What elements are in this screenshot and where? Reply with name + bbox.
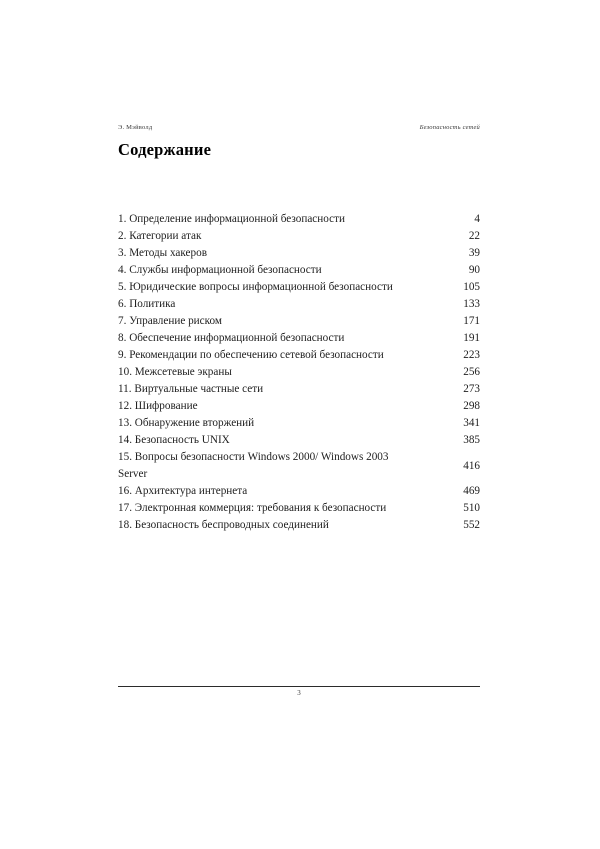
toc-entry-page-number: 191: [463, 332, 480, 344]
toc-entry-page-number: 416: [463, 459, 480, 472]
toc-entry[interactable]: [118, 228, 480, 245]
footer-page-number: 3: [297, 689, 301, 697]
toc-entry[interactable]: [118, 381, 480, 398]
running-head: [118, 124, 480, 131]
table-of-contents: [118, 211, 480, 534]
running-head-book-title: Безопасность сетей: [419, 124, 480, 131]
footer-divider: [118, 686, 480, 687]
running-head-author: Э. Мэйволд: [118, 124, 153, 131]
toc-entry-page-number: 105: [463, 281, 480, 293]
toc-entry-page-number: 273: [463, 383, 480, 395]
toc-entry[interactable]: [118, 517, 480, 534]
toc-entry-page-number: 469: [463, 485, 480, 497]
toc-entry[interactable]: [118, 398, 480, 415]
toc-entry[interactable]: [118, 330, 480, 347]
toc-entry-label: 18. Безопасность беспроводных соединений: [118, 519, 329, 531]
toc-entry-page-number: 256: [463, 366, 480, 378]
toc-entry-label: 6. Политика: [118, 298, 176, 310]
toc-entry[interactable]: [118, 313, 480, 330]
toc-entry-label: 14. Безопасность UNIX: [118, 434, 230, 446]
toc-entry-label: 10. Межсетевые экраны: [118, 366, 232, 378]
toc-entry-page-number: 22: [468, 230, 480, 242]
toc-entry-label: 11. Виртуальные частные сети: [118, 383, 264, 395]
toc-entry-label: 5. Юридические вопросы информационной безопасности: [118, 281, 393, 293]
toc-entry[interactable]: [118, 262, 480, 279]
toc-entry-page-number: 298: [463, 400, 480, 412]
toc-entry[interactable]: [118, 364, 480, 381]
toc-entry-label: 16. Архитектура интернета: [118, 485, 248, 497]
toc-entry[interactable]: [118, 245, 480, 262]
toc-entry-label: 17. Электронная коммерция: требования к безопасности: [118, 502, 387, 514]
toc-entry[interactable]: [118, 347, 480, 364]
toc-entry[interactable]: [118, 483, 480, 500]
toc-entry-label: 12. Шифрование: [118, 400, 198, 412]
toc-entry-label: 9. Рекомендации по обеспечению сетевой безопасности: [118, 349, 384, 361]
toc-entry-label: 2. Категории атак: [118, 230, 202, 242]
toc-entry[interactable]: [118, 432, 480, 449]
toc-entry-label: 15. Вопросы безопасности Windows 2000/ Windows 2003 Server: [118, 451, 389, 480]
page-title: Содержание: [118, 140, 212, 159]
toc-entry-page-number: 385: [463, 434, 480, 446]
toc-entry[interactable]: [118, 500, 480, 517]
toc-entry-page-number: 223: [463, 349, 480, 361]
toc-entry-label: 7. Управление риском: [118, 315, 222, 327]
toc-entry-page-number: 39: [468, 247, 480, 259]
toc-entry[interactable]: [118, 449, 480, 483]
toc-entry-page-number: 552: [463, 519, 480, 531]
toc-entry[interactable]: [118, 211, 480, 228]
toc-entry-label: 13. Обнаружение вторжений: [118, 417, 255, 429]
toc-entry[interactable]: [118, 415, 480, 432]
toc-entry-label: 4. Службы информационной безопасности: [118, 264, 322, 276]
toc-entry-page-number: 510: [463, 502, 480, 514]
toc-entry-label: 3. Методы хакеров: [118, 247, 207, 259]
toc-entry-page-number: 171: [463, 315, 480, 327]
toc-entry-page-number: 133: [463, 298, 480, 310]
toc-entry[interactable]: [118, 296, 480, 313]
toc-entry-label: 8. Обеспечение информационной безопасности: [118, 332, 345, 344]
toc-entry-label: 1. Определение информационной безопасности: [118, 213, 345, 225]
toc-entry-page-number: 90: [468, 264, 480, 276]
toc-entry-page-number: 341: [463, 417, 480, 429]
toc-entry-page-number: 4: [474, 213, 480, 225]
toc-entry[interactable]: [118, 279, 480, 296]
